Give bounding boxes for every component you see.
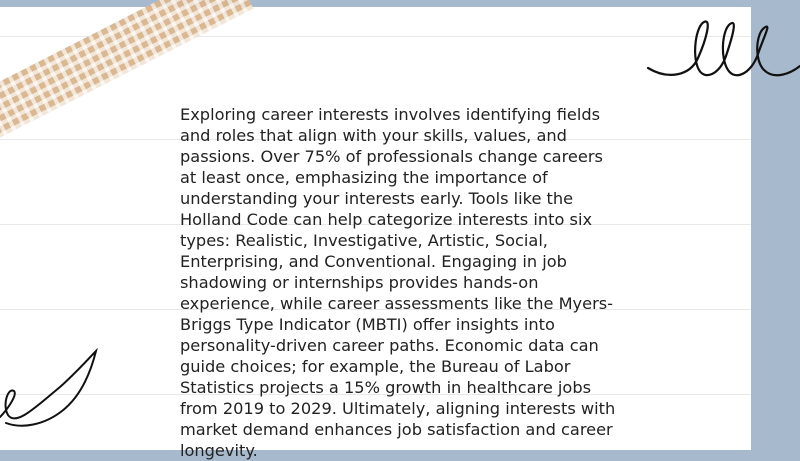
loop-scribble-bottom-left bbox=[0, 345, 110, 435]
loop-scribble-top-right bbox=[640, 10, 800, 85]
body-paragraph: Exploring career interests involves identifying fields and roles that align with your skills, values, and passions. Over 75% of professionals change careers at least once, emphasizing the importance of understanding your interests early. Tools like the Holland Code can help categorize interests into six types: Realistic, Investigative, Artistic, Social, Enterprising, and Conventional. Engaging in job shadowing or internships provides hands-on experience, while career assessments like the Myers-Briggs Type Indicator (MBTI) offer insights into personality-driven career paths. Economic data can guide choices; for example, the Bureau of Labor Statistics projects a 15% growth in healthcare jobs from 2019 to 2029. Ultimately, aligning interests with market demand enhances job satisfaction and career longevity. bbox=[180, 105, 616, 460]
